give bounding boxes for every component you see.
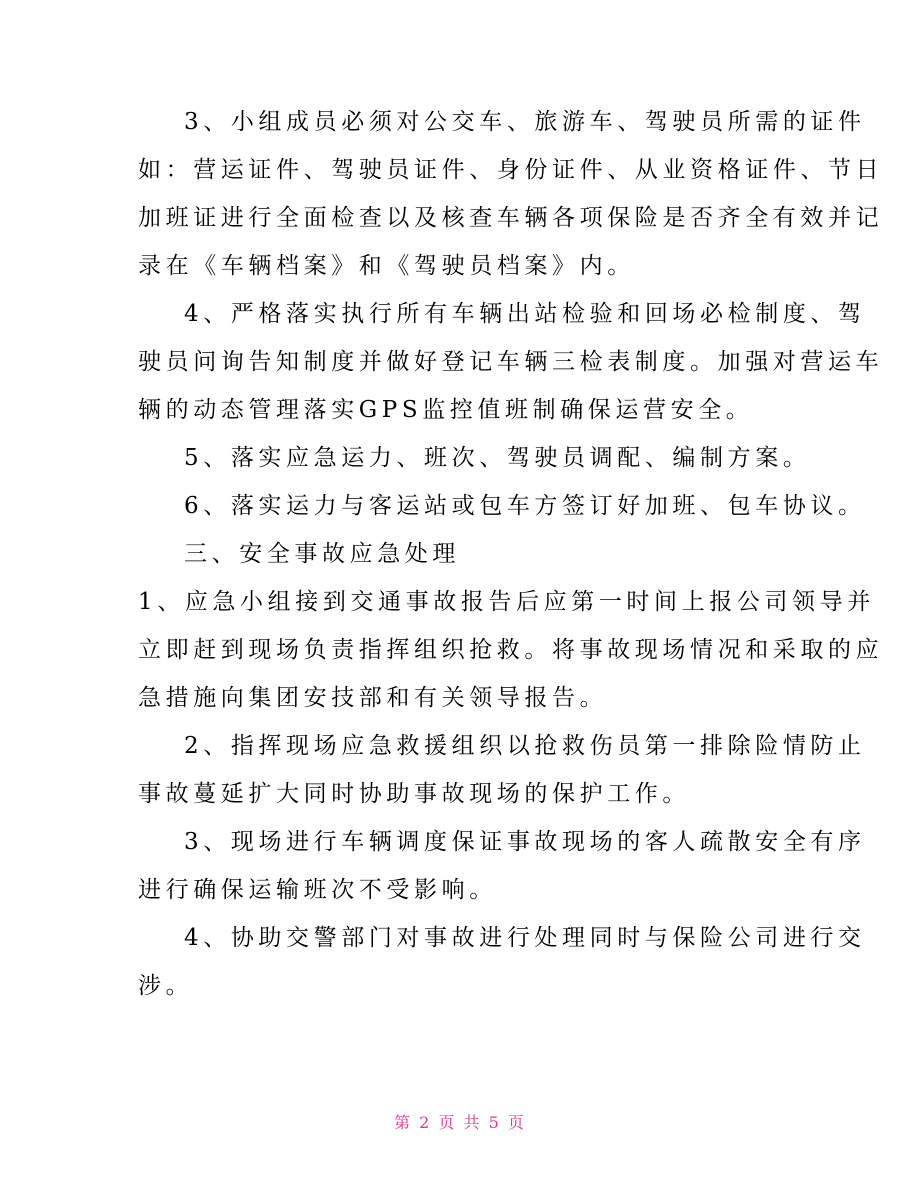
text-line: 驶员问询告知制度并做好登记车辆三检表制度。加强对营运车 [138, 349, 884, 375]
text-line: 急措施向集团安技部和有关领导报告。 [138, 685, 608, 711]
text-line: 4、协助交警部门对事故进行处理同时与保险公司进行交 [184, 925, 866, 951]
text-line: 辆的动态管理落实GPS监控值班制确保运营安全。 [138, 397, 754, 423]
text-line: 事故蔓延扩大同时协助事故现场的保护工作。 [138, 781, 690, 807]
text-line: 4、严格落实执行所有车辆出站检验和回场必检制度、驾 [184, 301, 866, 327]
text-line: 立即赶到现场负责指挥组织抢救。将事故现场情况和采取的应 [138, 637, 884, 663]
text-line: 录在《车辆档案》和《驾驶员档案》内。 [138, 253, 635, 279]
section-heading: 三、安全事故应急处理 [184, 541, 460, 567]
text-line: 如：营运证件、驾驶员证件、身份证件、从业资格证件、节日 [138, 157, 884, 183]
page-number-footer: 第 2 页 共 5 页 [394, 1113, 526, 1132]
text-line: 3、小组成员必须对公交车、旅游车、驾驶员所需的证件 [184, 109, 866, 135]
text-line: 5、落实应急运力、班次、驾驶员调配、编制方案。 [184, 445, 811, 471]
text-line: 进行确保运输班次不受影响。 [138, 877, 497, 903]
text-line: 涉。 [138, 973, 194, 999]
text-line: 2、指挥现场应急救援组织以抢救伤员第一排除险情防止 [184, 733, 866, 759]
text-line: 1、应急小组接到交通事故报告后应第一时间上报公司领导并 [138, 589, 875, 615]
text-line: 6、落实运力与客运站或包车方签订好加班、包车协议。 [184, 493, 866, 519]
text-line: 加班证进行全面检查以及核查车辆各项保险是否齐全有效并记 [138, 205, 884, 231]
text-line: 3、现场进行车辆调度保证事故现场的客人疏散安全有序 [184, 829, 866, 855]
